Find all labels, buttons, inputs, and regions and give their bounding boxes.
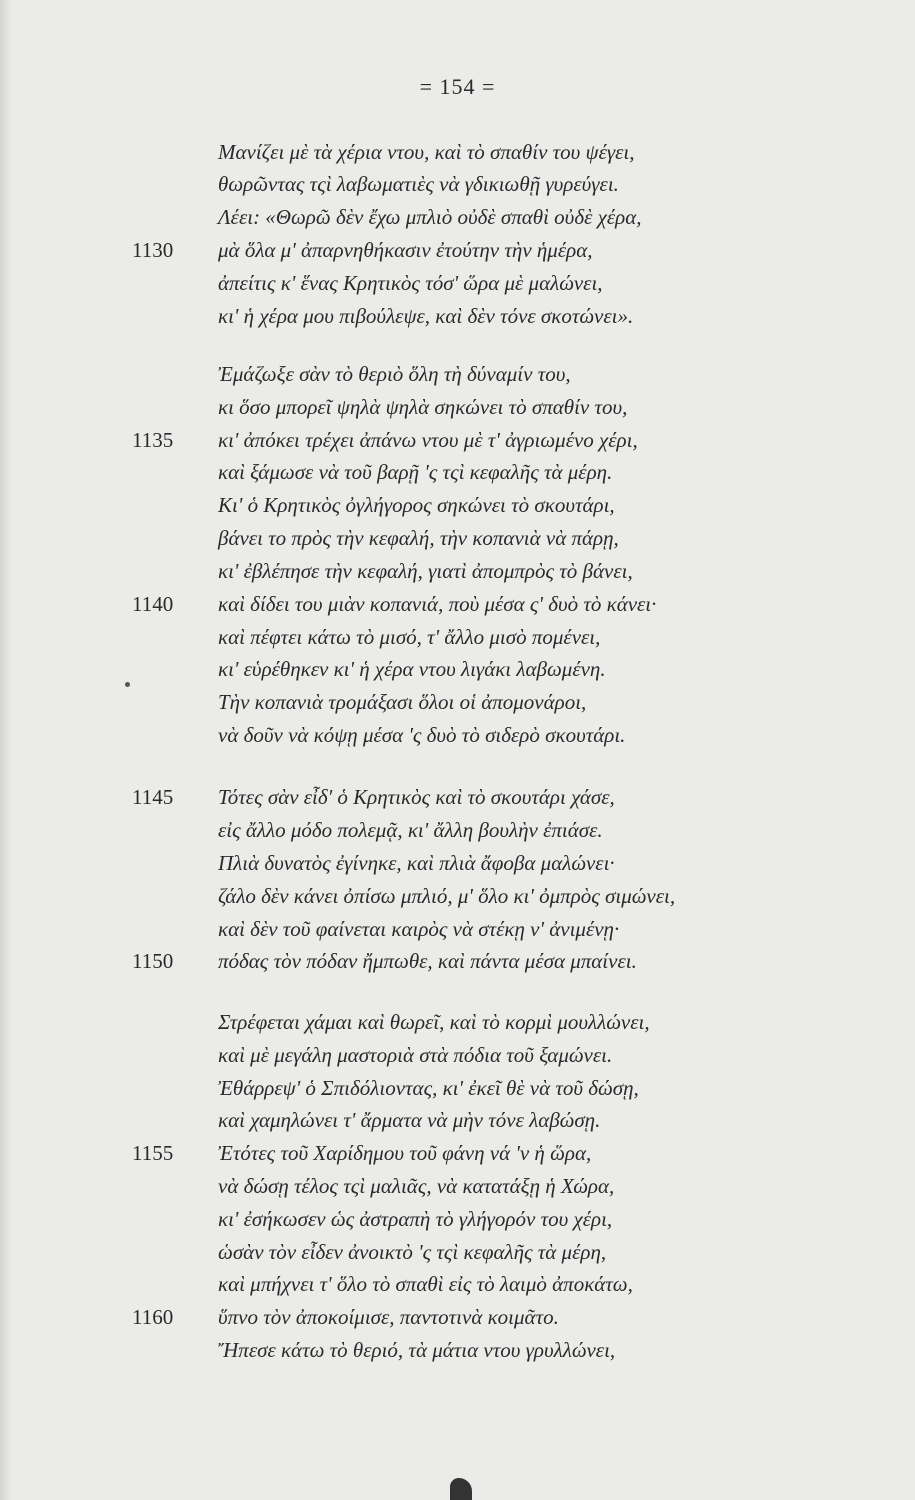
verse-line: Κι' ὁ Κρητικὸς ὀγλήγορος σηκώνει τὸ σκουτάρι, <box>218 493 615 517</box>
verse-line: κι' ἐσήκωσεν ὡς ἀστραπὴ τὸ γλήγορόν του χέρι, <box>218 1207 613 1231</box>
verse-line: μὰ ὅλα μ' ἀπαρνηθήκασιν ἐτούτην τὴν ἡμέρα, <box>218 238 593 262</box>
page-edge <box>0 0 12 1500</box>
verse-line: καὶ χαμηλώνει τ' ἄρματα νὰ μὴν τόνε λαβώσῃ. <box>218 1108 601 1132</box>
verse-line: καὶ δὲν τοῦ φαίνεται καιρὸς νὰ στέκῃ ν' ἀνιμένῃ· <box>218 917 620 941</box>
verse-line: βάνει το πρὸς τὴν κεφαλή, τὴν κοπανιὰ νὰ πάρῃ, <box>218 526 619 550</box>
verse-line: Στρέφεται χάμαι καὶ θωρεῖ, καὶ τὸ κορμὶ μουλλώνει, <box>218 1010 650 1034</box>
verse-line: κι' ἡ χέρα μου πιβούλεψε, καὶ δὲν τόνε σκοτώνει». <box>218 304 634 328</box>
line-number: 1130 <box>132 238 174 262</box>
line-number: 1150 <box>132 949 174 973</box>
verse-line: ὡσὰν τὸν εἶδεν ἀνοικτὸ 'ς τςὶ κεφαλῆς τὰ μέρη, <box>218 1240 607 1264</box>
verse-line: Τότες σὰν εἶδ' ὁ Κρητικὸς καὶ τὸ σκουτάρι χάσε, <box>218 785 615 809</box>
verse-line: ὕπνο τὸν ἀποκοίμισε, παντοτινὰ κοιμᾶτο. <box>218 1305 559 1329</box>
verse-line: ζάλο δὲν κάνει ὀπίσω μπλιό, μ' ὅλο κι' ὀμπρὸς σιμώνει, <box>218 884 676 908</box>
verse-line: νὰ δώσῃ τέλος τςὶ μαλιᾶς, νὰ κατατάξῃ ἡ Χώρα, <box>218 1174 615 1198</box>
verse-line: Ἐθάρρεψ' ὁ Σπιδόλιοντας, κι' ἐκεῖ θὲ νὰ τοῦ δώσῃ, <box>218 1076 639 1100</box>
verse-line: Ἤπεσε κάτω τὸ θεριό, τὰ μάτια ντου γρυλλώνει, <box>218 1338 616 1362</box>
verse-line: Λέει: «Θωρῶ δὲν ἔχω μπλιὸ οὐδὲ σπαθὶ οὐδὲ χέρα, <box>218 205 642 229</box>
verse-line: εἰς ἄλλο μόδο πολεμᾷ, κι' ἄλλη βουλὴν ἐπιάσε. <box>218 818 603 842</box>
verse-line: Ἐμάζωξε σὰν τὸ θεριὸ ὅλη τὴ δύναμίν του, <box>218 362 571 386</box>
verse-line: καὶ δίδει του μιὰν κοπανιά, ποὺ μέσα ς' δυὸ τὸ κάνει· <box>218 592 657 616</box>
verse-line: καὶ πέφτει κάτω τὸ μισό, τ' ἄλλο μισὸ πομένει, <box>218 625 601 649</box>
print-speck <box>125 682 130 687</box>
verse-line: Μανίζει μὲ τὰ χέρια ντου, καὶ τὸ σπαθίν του ψέγει, <box>218 140 635 164</box>
verse-line: κι' ἐβλέπησε τὴν κεφαλή, γιατὶ ἀπομπρὸς τὸ βάνει, <box>218 559 633 583</box>
verse-line: θωρῶντας τςὶ λαβωματιὲς νὰ γδικιωθῇ γυρεύγει. <box>218 172 619 196</box>
verse-line: καὶ μὲ μεγάλη μαστοριὰ στὰ πόδια τοῦ ξαμώνει. <box>218 1043 613 1067</box>
verse-line: καὶ ξάμωσε νὰ τοῦ βαρῇ 'ς τςὶ κεφαλῆς τὰ μέρη. <box>218 460 613 484</box>
verse-line: καὶ μπήχνει τ' ὅλο τὸ σπαθὶ εἰς τὸ λαιμὸ ἀποκάτω, <box>218 1272 633 1296</box>
verse-line: Πλιὰ δυνατὸς ἐγίνηκε, καὶ πλιὰ ἄφοβα μαλώνει· <box>218 851 615 875</box>
verse-line: κι' εὑρέθηκεν κι' ἡ χέρα ντου λιγάκι λαβωμένη. <box>218 657 606 681</box>
verse-line: νὰ δοῦν νὰ κόψῃ μέσα 'ς δυὸ τὸ σιδερὸ σκουτάρι. <box>218 723 626 747</box>
verse-line: κι ὅσο μπορεῖ ψηλὰ ψηλὰ σηκώνει τὸ σπαθίν του, <box>218 395 628 419</box>
verse-line: Ἐτότες τοῦ Χαρίδημου τοῦ φάνη νά 'ν ἡ ὥρα, <box>218 1141 592 1165</box>
line-number: 1135 <box>132 428 174 452</box>
verse-line: πόδας τὸν πόδαν ἤμπωθε, καὶ πάντα μέσα μπαίνει. <box>218 949 637 973</box>
line-number: 1145 <box>132 785 174 809</box>
verse-line: ἀπείτις κ' ἕνας Κρητικὸς τόσ' ὥρα μὲ μαλώνει, <box>218 271 603 295</box>
scan-smudge <box>450 1478 472 1500</box>
line-number: 1160 <box>132 1305 174 1329</box>
verse-line: Τὴν κοπανιὰ τρομάξασι ὅλοι οἱ ἀπομονάροι, <box>218 690 587 714</box>
line-number: 1140 <box>132 592 174 616</box>
page-number: = 154 = <box>419 74 496 99</box>
verse-line: κι' ἀπόκει τρέχει ἀπάνω ντου μὲ τ' ἀγριωμένο χέρι, <box>218 428 638 452</box>
line-number: 1155 <box>132 1141 174 1165</box>
